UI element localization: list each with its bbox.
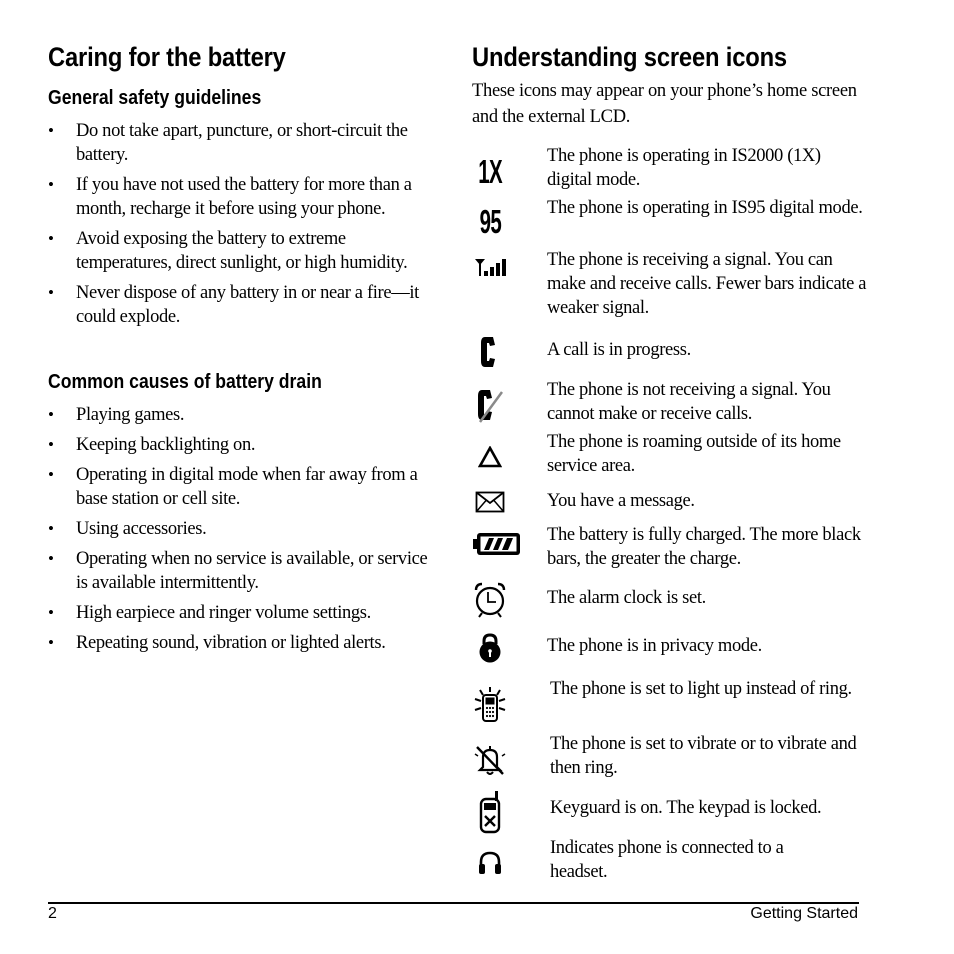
drain-list	[48, 403, 438, 661]
light-up-icon	[470, 685, 510, 725]
vibrate-icon	[470, 740, 510, 780]
list-item: • High earpiece and ringer volume settings.	[48, 601, 438, 625]
icon-description: The phone is not receiving a signal. You cannot make or receive calls.	[547, 380, 831, 424]
icon-description: The phone is set to light up instead of ring.	[550, 679, 852, 699]
icon-description: The phone is in privacy mode.	[547, 636, 762, 656]
call-in-progress-icon	[470, 332, 510, 372]
list-item: • Avoid exposing the battery to extreme temperatures, direct sunlight, or high humidity.	[48, 227, 438, 275]
icon-description: The phone is operating in IS2000 (1X) digital mode.	[547, 146, 821, 190]
intro-text: These icons may appear on your phone’s home screen and the external LCD.	[472, 81, 857, 127]
page-number: 2	[48, 905, 57, 922]
battery-icon	[472, 529, 524, 559]
roaming-triangle-icon	[470, 442, 510, 472]
alarm-clock-icon	[470, 580, 510, 620]
headset-icon	[470, 848, 510, 878]
page-title-screen-icons: Understanding screen icons	[472, 42, 787, 72]
1x-icon: 1X	[478, 153, 502, 190]
icon-description: The phone is receiving a signal. You can make and receive calls. Fewer bars indicate a weaker signal.	[547, 250, 867, 318]
icon-description: The phone is set to vibrate or to vibrate and then ring.	[550, 734, 857, 778]
footer-rule	[48, 902, 859, 904]
list-item: • Keeping backlighting on.	[48, 433, 438, 457]
list-item: • Operating when no service is available, or service is available intermittently.	[48, 547, 438, 595]
list-item: • Never dispose of any battery in or near a fire—it could explode.	[48, 281, 438, 329]
heading-battery-drain: Common causes of battery drain	[48, 371, 322, 393]
no-service-icon	[470, 386, 510, 426]
list-item: • Operating in digital mode when far away from a base station or cell site.	[48, 463, 438, 511]
icon-description: The battery is fully charged. The more black bars, the greater the charge.	[547, 525, 861, 569]
keyguard-icon	[470, 788, 510, 836]
section-name: Getting Started	[750, 905, 858, 922]
95-icon: 95	[479, 203, 501, 240]
icon-description: The phone is operating in IS95 digital mode.	[547, 198, 863, 218]
list-item: • Repeating sound, vibration or lighted alerts.	[48, 631, 438, 655]
icon-description: The alarm clock is set.	[547, 588, 706, 608]
icon-description: A call is in progress.	[547, 340, 691, 360]
list-item: • If you have not used the battery for more than a month, recharge it before using your phone.	[48, 173, 438, 221]
icon-description: Keyguard is on. The keypad is locked.	[550, 798, 822, 818]
page-title-battery: Caring for the battery	[48, 42, 286, 72]
list-item: • Do not take apart, puncture, or short-circuit the battery.	[48, 119, 438, 167]
heading-safety-guidelines: General safety guidelines	[48, 87, 262, 109]
signal-bars-icon	[470, 252, 510, 282]
list-item: • Using accessories.	[48, 517, 438, 541]
icon-description: The phone is roaming outside of its home service area.	[547, 432, 841, 476]
privacy-lock-icon	[470, 630, 510, 666]
list-item: • Playing games.	[48, 403, 438, 427]
message-envelope-icon	[470, 489, 510, 515]
icon-description: You have a message.	[547, 491, 695, 511]
icon-description: Indicates phone is connected to a headset.	[550, 838, 784, 882]
safety-list	[48, 119, 438, 335]
